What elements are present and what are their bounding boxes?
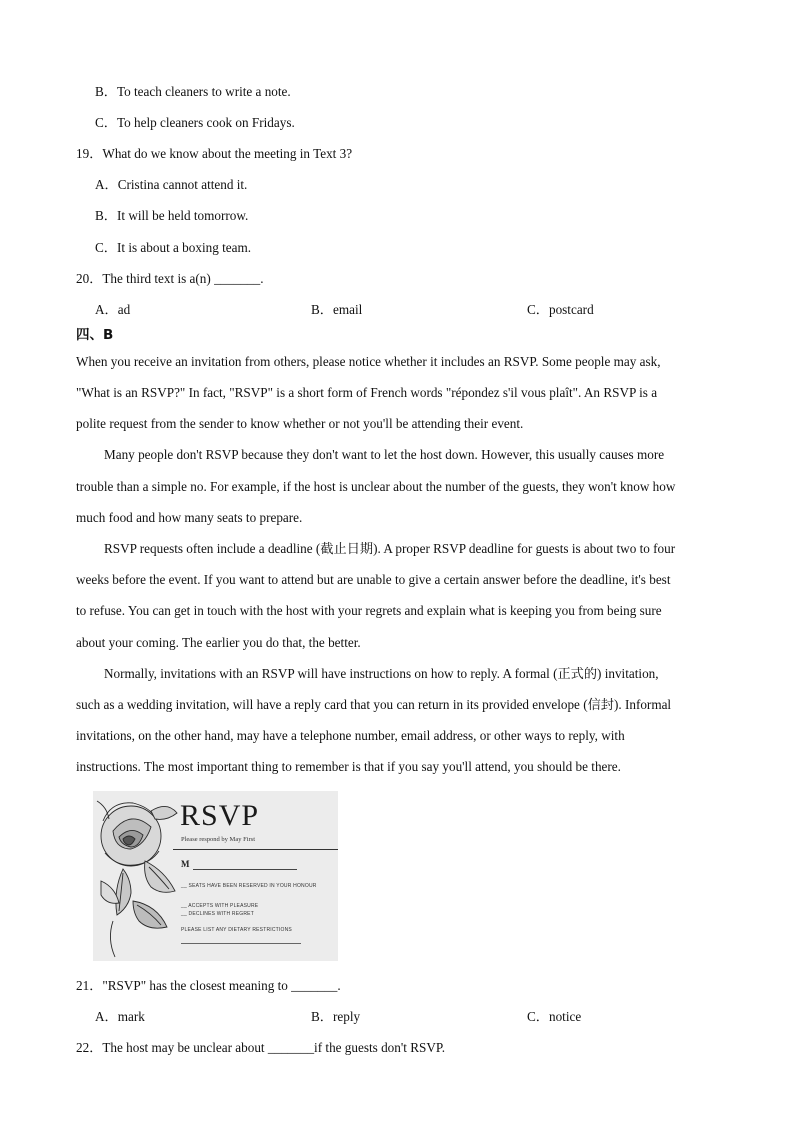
passage-line: "What is an RSVP?" In fact, "RSVP" is a short form of French words "répondez s'il vous plaît". An RSVP is a	[76, 385, 658, 400]
q21-option-c: C．notice	[527, 1009, 582, 1024]
q20-question: 20．The third text is a(n) _______.	[76, 271, 264, 286]
rsvp-card-m-label: M	[181, 859, 190, 869]
q21-option-b: B．reply	[311, 1009, 361, 1024]
rsvp-card-declines: __ DECLINES WITH REGRET	[181, 911, 254, 917]
passage-line: much food and how many seats to prepare.	[76, 510, 303, 525]
passage-line: RSVP requests often include a deadline (截止日期). A proper RSVP deadline for guests is about two to four	[104, 541, 676, 556]
q20-option-a: A．ad	[95, 302, 131, 317]
passage-line: weeks before the event. If you want to attend but are unable to give a certain answer before the deadline, it's best	[76, 572, 671, 587]
passage-line: Many people don't RSVP because they don't want to let the host down. However, this usually causes more	[104, 447, 665, 462]
q19-option-a: A．Cristina cannot attend it.	[95, 177, 248, 192]
q19-option-c: C．It is about a boxing team.	[95, 240, 252, 255]
q21-option-a: A．mark	[95, 1009, 145, 1024]
rsvp-card-name-line	[193, 869, 297, 870]
rsvp-card-seats: __ SEATS HAVE BEEN RESERVED IN YOUR HONOUR	[181, 883, 317, 889]
q19-option-b: B．It will be held tomorrow.	[95, 208, 249, 223]
q21-question: 21．"RSVP" has the closest meaning to _______.	[76, 978, 341, 993]
q20-option-b: B．email	[311, 302, 363, 317]
q19-question: 19．What do we know about the meeting in Text 3?	[76, 146, 353, 161]
rsvp-card-accepts: __ ACCEPTS WITH PLEASURE	[181, 903, 259, 909]
passage-line: instructions. The most important thing to remember is that if you say you'll attend, you should be there.	[76, 759, 621, 774]
passage-line: Normally, invitations with an RSVP will have instructions on how to reply. A formal (正式的) invitation,	[104, 666, 659, 681]
q20-option-c: C．postcard	[527, 302, 594, 317]
rsvp-card-dietary: PLEASE LIST ANY DIETARY RESTRICTIONS	[181, 927, 292, 933]
passage-line: about your coming. The earlier you do that, the better.	[76, 635, 361, 650]
passage-line: polite request from the sender to know whether or not you'll be attending their event.	[76, 416, 524, 431]
rsvp-card-divider	[173, 849, 338, 850]
q18-option-c: C．To help cleaners cook on Fridays.	[95, 115, 295, 130]
rsvp-card-title: RSVP	[180, 799, 260, 832]
passage-line: such as a wedding invitation, will have a reply card that you can return in its provided envelope (信封). Informal	[76, 697, 672, 712]
passage-line: invitations, on the other hand, may have a telephone number, email address, or other ways to reply, with	[76, 728, 625, 743]
q18-option-b: B．To teach cleaners to write a note.	[95, 84, 291, 99]
rsvp-card-subtitle: Please respond by May First	[181, 836, 256, 843]
passage-line: trouble than a simple no. For example, if the host is unclear about the number of the guests, they won't know how	[76, 479, 676, 494]
passage-line: When you receive an invitation from others, please notice whether it includes an RSVP. Some people may ask,	[76, 354, 661, 369]
flower-illustration-icon	[93, 791, 183, 961]
rsvp-card-dietary-line	[181, 943, 301, 944]
section-heading: 四、B	[76, 327, 114, 343]
passage-line: to refuse. You can get in touch with the host with your regrets and explain what is keeping you from being sure	[76, 603, 662, 618]
q22-question: 22．The host may be unclear about _______if the guests don't RSVP.	[76, 1040, 446, 1055]
rsvp-card-image	[93, 791, 338, 961]
